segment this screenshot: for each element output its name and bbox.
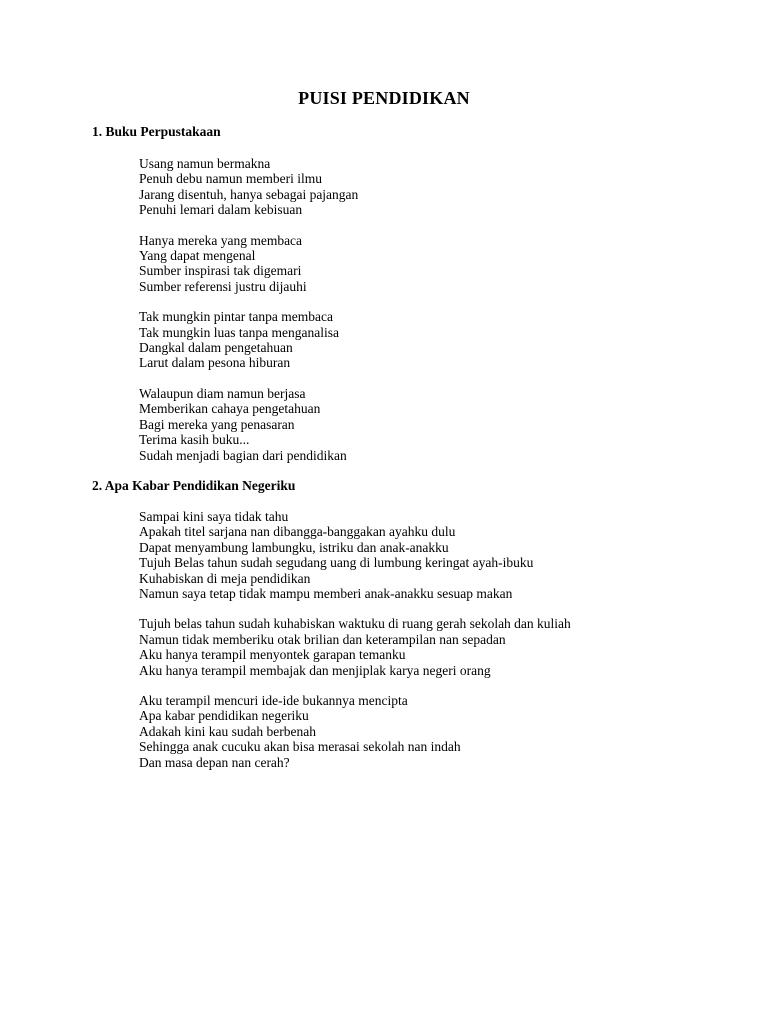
poem-2-heading: 2. Apa Kabar Pendidikan Negeriku — [92, 478, 296, 493]
poem-line: Memberikan cahaya pengetahuan — [139, 401, 321, 417]
poem-line: Larut dalam pesona hiburan — [139, 355, 291, 371]
poem-line: Tak mungkin pintar tanpa membaca — [139, 309, 333, 325]
poem-line: Aku hanya terampil membajak dan menjiplak karya negeri orang — [139, 662, 491, 678]
poem-line: Sehingga anak cucuku akan bisa merasai sekolah nan indah — [139, 739, 461, 755]
poem-line: Sudah menjadi bagian dari pendidikan — [139, 447, 347, 463]
poem-line: Namun saya tetap tidak mampu memberi anak-anakku sesuap makan — [139, 586, 513, 602]
poem-1-heading: 1. Buku Perpustakaan — [92, 124, 221, 139]
poem-line: Sumber referensi justru dijauhi — [139, 278, 307, 294]
poem-line: Tujuh belas tahun sudah kuhabiskan waktuku di ruang gerah sekolah dan kuliah — [139, 616, 571, 632]
poem-line: Aku terampil mencuri ide-ide bukannya mencipta — [139, 693, 408, 709]
poem-line: Dapat menyambung lambungku, istriku dan anak-anakku — [139, 539, 449, 555]
poem-line: Aku hanya terampil menyontek garapan temanku — [139, 647, 406, 663]
stanza — [139, 309, 739, 371]
poem-1-body — [139, 156, 739, 478]
poem-line: Dangkal dalam pengetahuan — [139, 340, 293, 356]
poem-line: Tak mungkin luas tanpa menganalisa — [139, 324, 340, 340]
stanza — [139, 386, 739, 463]
poem-line: Apa kabar pendidikan negeriku — [139, 708, 309, 724]
poem-line: Terima kasih buku... — [139, 432, 250, 448]
poem-line: Yang dapat mengenal — [139, 248, 256, 264]
stanza — [139, 693, 739, 770]
poem-line: Sumber inspirasi tak digemari — [139, 263, 302, 279]
poem-line: Tujuh Belas tahun sudah segudang uang di lumbung keringat ayah-ibuku — [139, 555, 534, 571]
poem-line: Adakah kini kau sudah berbenah — [139, 723, 316, 739]
stanza — [139, 233, 739, 295]
poem-line: Penuh debu namun memberi ilmu — [139, 171, 322, 187]
poem-line: Sampai kini saya tidak tahu — [139, 509, 289, 524]
poem-line: Kuhabiskan di meja pendidikan — [139, 570, 311, 586]
poem-line: Apakah titel sarjana nan dibangga-banggakan ayahku dulu — [139, 524, 456, 540]
stanza — [139, 616, 739, 678]
stanza — [139, 156, 739, 218]
poem-line: Walaupun diam namun berjasa — [139, 385, 306, 401]
stanza — [139, 509, 739, 601]
poem-line: Dan masa depan nan cerah? — [139, 754, 290, 770]
page-title: PUISI PENDIDIKAN — [298, 88, 470, 108]
poem-2-body — [139, 509, 739, 785]
poem-line: Penuhi lemari dalam kebisuan — [139, 202, 303, 218]
poem-line: Hanya mereka yang membaca — [139, 232, 303, 248]
poem-line: Usang namun bermakna — [139, 156, 271, 171]
poem-line: Bagi mereka yang penasaran — [139, 416, 295, 432]
poem-line: Jarang disentuh, hanya sebagai pajangan — [139, 186, 359, 202]
poem-line: Namun tidak memberiku otak brilian dan keterampilan nan sepadan — [139, 631, 506, 647]
